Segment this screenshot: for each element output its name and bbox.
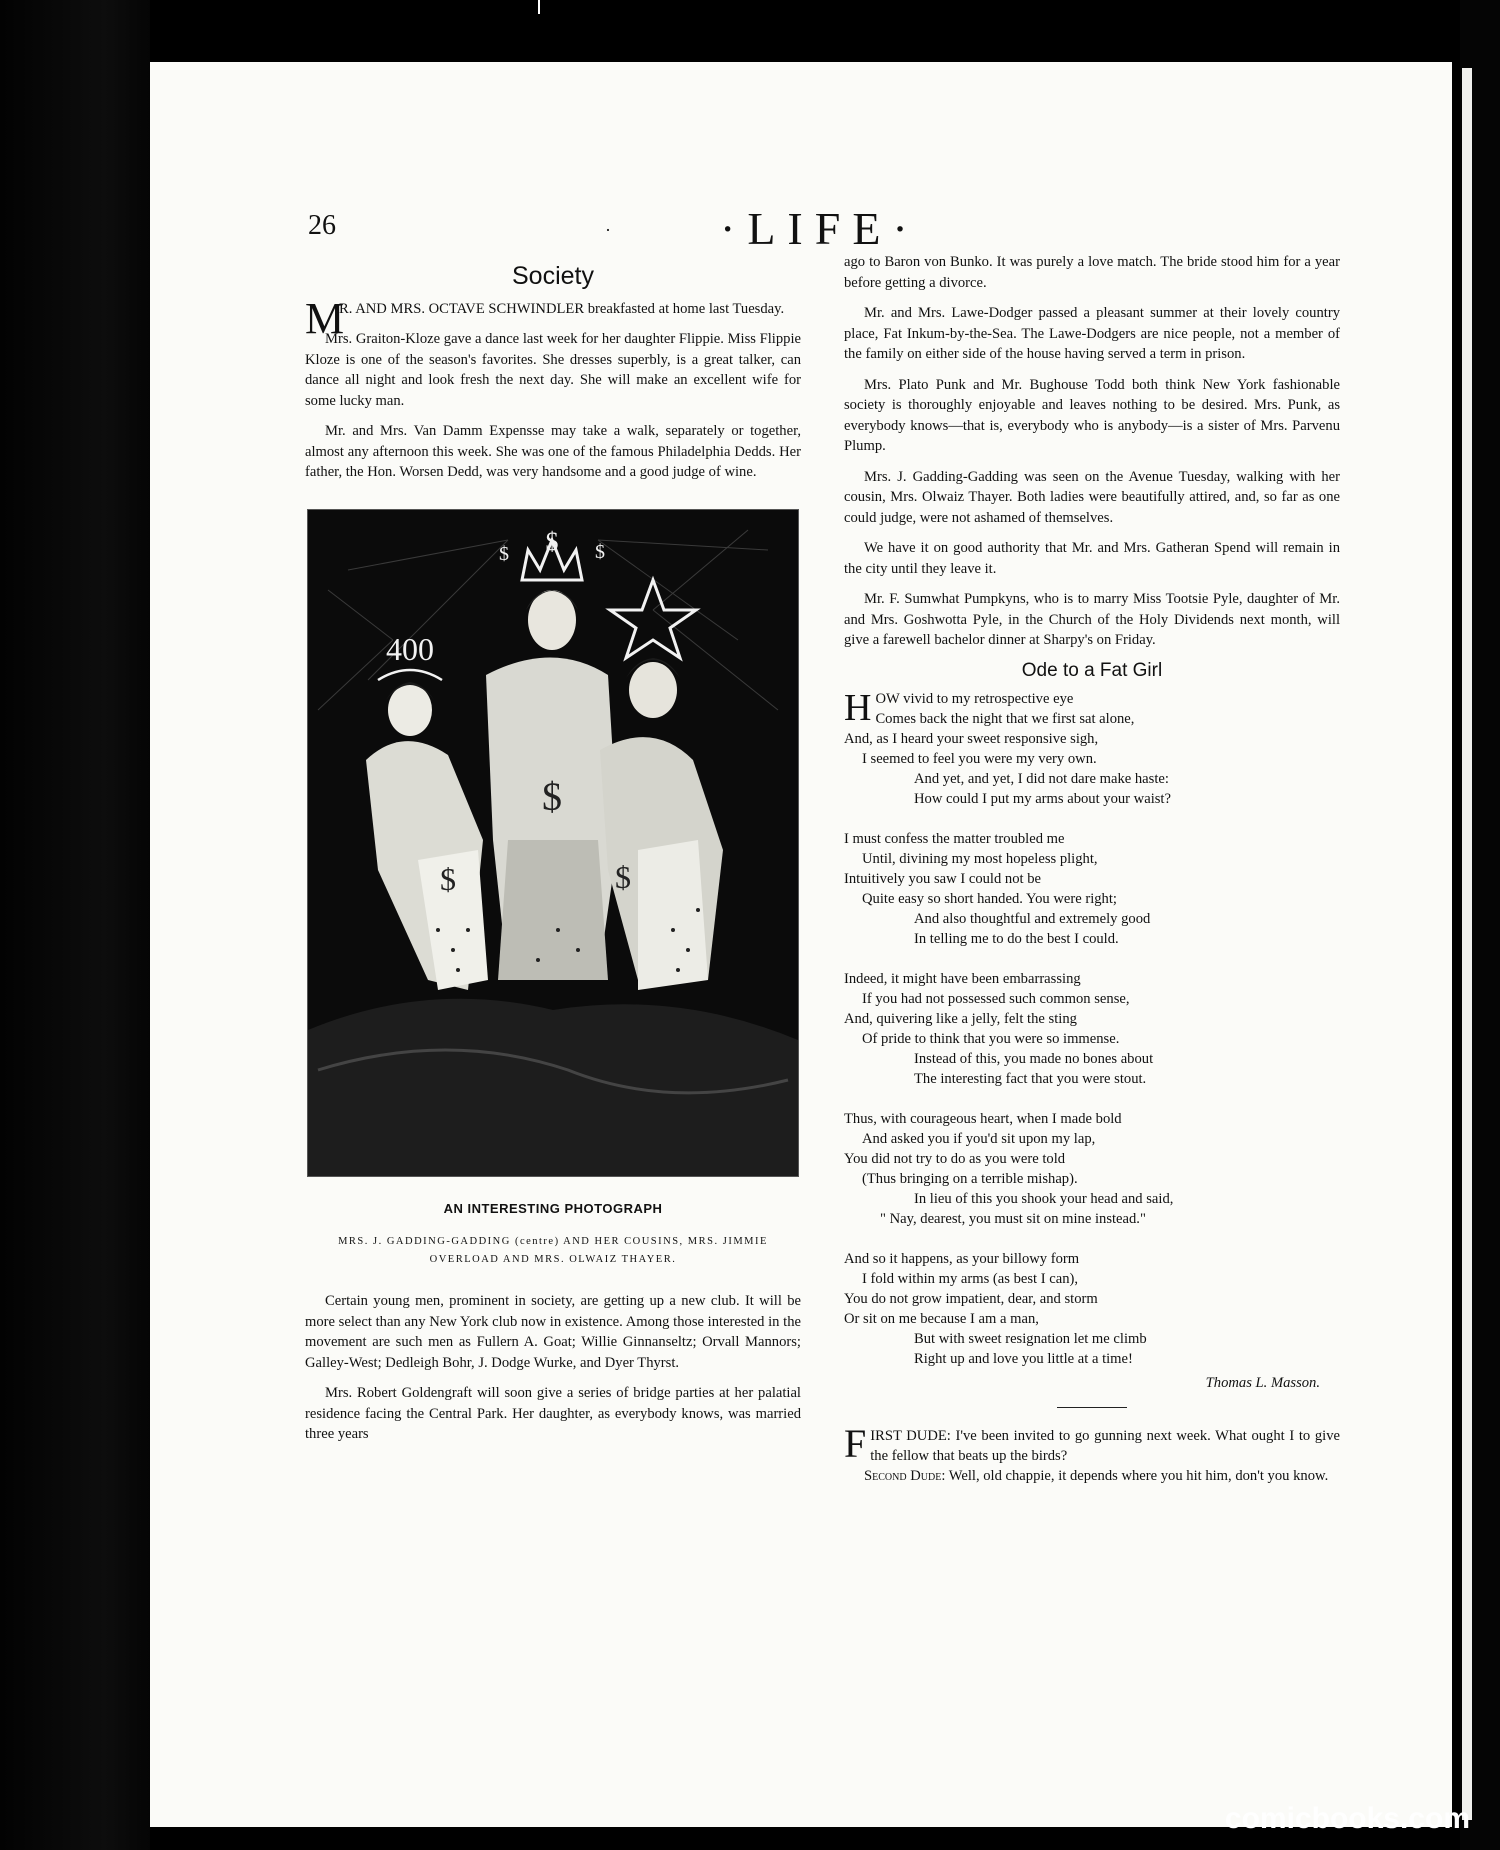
poem-signature: Thomas L. Masson.: [1205, 1375, 1320, 1391]
left-column: [305, 258, 801, 1455]
watermark-text: comicbooks.com: [1224, 1802, 1470, 1835]
section-divider: [1057, 1407, 1127, 1408]
society-first-paragraph: [305, 293, 801, 343]
poem-line: In telling me to do the best I could.: [914, 931, 1119, 947]
poem-line: Thus, with courageous heart, when I made bold: [844, 1111, 1122, 1127]
crown-400-label: 400: [386, 630, 434, 667]
joke-line-1: IRST DUDE: I've been invited to go gunning next week. What ought I to give the fellow that beats up the birds?: [870, 1428, 1340, 1464]
poem-line: And asked you if you'd sit upon my lap,: [862, 1131, 1096, 1147]
society-paragraph-9: Mrs. J. Gadding-Gadding was seen on the Avenue Tuesday, walking with her cousin, Mrs. Olwaiz Thayer. Both ladies were beautifully attired, and, so far as one could judge, were not ashamed of themselves.: [844, 468, 1340, 526]
poem-line: I seemed to feel you were my very own.: [862, 751, 1097, 767]
poem-stanza: [844, 1109, 1340, 1229]
svg-text:$: $: [499, 542, 509, 565]
magazine-page: [150, 62, 1452, 1827]
society-paragraph-6: ago to Baron von Bunko. It was purely a love match. The bride stood him for a year before getting a divorce.: [844, 254, 1340, 291]
society-paragraph-11: Mr. F. Sumwhat Pumpkyns, who is to marry Miss Tootsie Pyle, daughter of Mr. and Mrs. Goshwotta Pyle, in the Church of the Holy Dividends next month, will give a farewell bachelor dinner at Sharpy's on Friday.: [844, 591, 1340, 648]
poem-heading: Ode to a Fat Girl: [1021, 659, 1163, 681]
poem-line: I fold within my arms (as best I can),: [862, 1271, 1079, 1287]
poem-line: I must confess the matter troubled me: [844, 831, 1065, 847]
dropcap-m: M: [305, 293, 345, 343]
poem-line: You did not try to do as you were told: [844, 1151, 1066, 1167]
header-dot: ·: [605, 220, 611, 240]
poem-line: But with sweet resignation let me climb: [914, 1331, 1147, 1347]
svg-text:$: $: [595, 540, 605, 563]
svg-text:$: $: [615, 858, 631, 895]
poem-line: Or sit on me because I am a man,: [844, 1311, 1039, 1327]
photo-caption-subtitle: MRS. J. GADDING-GADDING (centre) AND HER COUSINS, MRS. JIMMIE OVERLOAD AND MRS. OLWAIZ THAYER.: [338, 1236, 768, 1265]
next-page-edge: [1462, 68, 1472, 1820]
photo-caption-title: AN INTERESTING PHOTOGRAPH: [443, 1200, 663, 1216]
poem-line: And yet, and yet, I did not dare make haste:: [914, 771, 1169, 787]
poem-line: The interesting fact that you were stout.: [914, 1071, 1147, 1087]
poem-line: Intuitively you saw I could not be: [844, 871, 1041, 887]
society-paragraph-8: Mrs. Plato Punk and Mr. Bughouse Todd both think New York fashionable society is thoroughly enjoyable and leaves nothing to be desired. Mrs. Punk, as everybody knows—that is, everybody who is anybody—is a sister of Mrs. Parvenu Plump.: [844, 376, 1340, 454]
poem-line: Instead of this, you made no bones about: [914, 1051, 1154, 1067]
poem-line: And, as I heard your sweet responsive sigh,: [844, 731, 1099, 747]
society-paragraph-3: Mr. and Mrs. Van Damm Expensse may take a walk, separately or together, almost any afternoon this week. She was one of the famous Philadelphia Dedds. Her father, the Hon. Worsen Dedd, was very handsome and a good judge of wine.: [305, 423, 801, 480]
poem-stanza: [844, 969, 1340, 1089]
society-paragraph-5: Mrs. Robert Goldengraft will soon give a series of bridge parties at her palatial residence facing the Central Park. Her daughter, as everybody knows, was married three years: [305, 1385, 801, 1442]
poem-line: Quite easy so short handed. You were right;: [862, 891, 1117, 907]
poem-line: Comes back the night that we first sat alone,: [875, 711, 1135, 727]
poem-line: Indeed, it might have been embarrassing: [844, 971, 1081, 987]
poem-dropcap: H: [844, 687, 872, 729]
page-number: 26: [308, 210, 336, 241]
poem-stanza: [844, 689, 1340, 809]
poem-line: OW vivid to my retrospective eye: [875, 691, 1074, 707]
paragraph-text: R. AND MRS. OCTAVE SCHWINDLER breakfasted at home last Tuesday.: [339, 300, 785, 317]
joke-dropcap: F: [844, 1421, 867, 1466]
society-paragraph-4: Certain young men, prominent in society, are getting up a new club. It will be more select than any New York club now in existence. Among those interested in the movement are such men as Fullern A. Goat; Willie Ginnanseltz; Orvall Mannors; Galley-West; Dedleigh Bohr, J. Dodge Wurke, and Dyer Thyrst.: [305, 1293, 801, 1371]
photograph-illustration: [308, 510, 798, 1176]
poem-line: " Nay, dearest, you must sit on mine instead.": [880, 1211, 1146, 1227]
society-paragraph-7: Mr. and Mrs. Lawe-Dodger passed a pleasant summer at their lovely country place, Fat Inkum-by-the-Sea. The Lawe-Dodgers are nice people, not a member of the family on either side of the house having served a term in prison.: [844, 305, 1340, 362]
svg-text:$: $: [542, 773, 562, 819]
poem-line: Until, divining my most hopeless plight,: [862, 851, 1098, 867]
poem-body: [844, 689, 1340, 1393]
joke-speaker-2: Second Dude: [864, 1468, 942, 1484]
poem-line: You do not grow impatient, dear, and storm: [844, 1291, 1098, 1307]
masthead-title: ·LIFE·: [720, 203, 920, 254]
poem-line: And, quivering like a jelly, felt the sting: [844, 1011, 1077, 1027]
scan-background-left: [0, 0, 150, 1850]
poem-stanza: [844, 829, 1340, 949]
first-dude-joke: [844, 1421, 1340, 1486]
poem-stanza: [844, 1249, 1340, 1369]
society-paragraph-10: We have it on good authority that Mr. and Mrs. Gatheran Spend will remain in the city until they leave it.: [844, 540, 1340, 577]
joke-line-2: : Well, old chappie, it depends where you hit him, don't you know.: [941, 1468, 1329, 1484]
right-column: [844, 252, 1340, 1486]
poem-line: Right up and love you little at a time!: [914, 1351, 1133, 1367]
society-paragraph-2: Mrs. Graiton-Kloze gave a dance last week for her daughter Flippie. Miss Flippie Kloze is one of the season's favorites. She dresses superbly, is a great talker, can dance all night and look fresh the next day. She will make an excellent wife for some lucky man.: [305, 331, 801, 409]
society-photograph: [307, 509, 799, 1177]
society-heading: Society: [512, 262, 594, 290]
poem-line: (Thus bringing on a terrible mishap).: [862, 1171, 1078, 1187]
poem-line: And also thoughtful and extremely good: [914, 911, 1151, 927]
svg-text:$: $: [545, 526, 559, 556]
poem-line: If you had not possessed such common sense,: [862, 991, 1130, 1007]
poem-line: How could I put my arms about your waist?: [914, 791, 1171, 807]
poem-line: And so it happens, as your billowy form: [844, 1251, 1080, 1267]
poem-line: In lieu of this you shook your head and said,: [914, 1191, 1174, 1207]
scan-mark: [538, 0, 540, 14]
svg-text:$: $: [440, 860, 456, 897]
poem-line: Of pride to think that you were so immense.: [862, 1031, 1120, 1047]
